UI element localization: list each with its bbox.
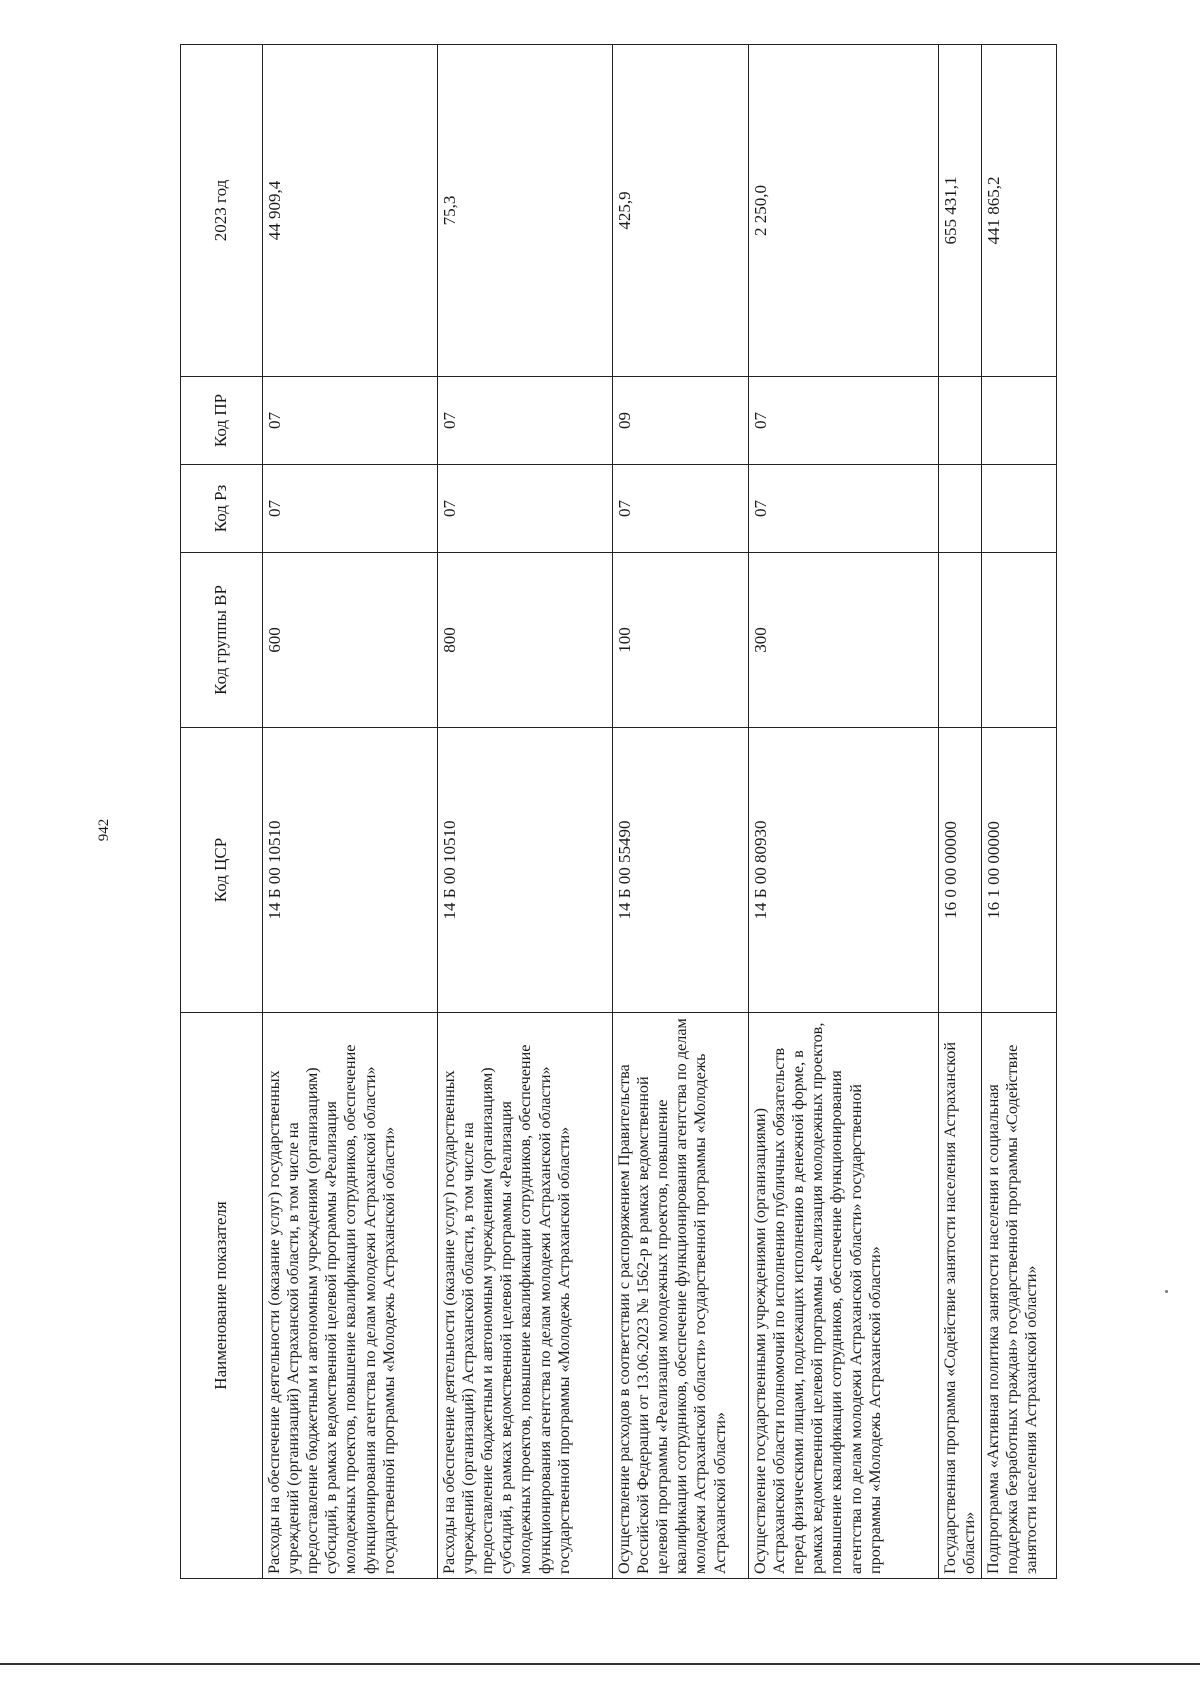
header-amount: 2023 год — [181, 45, 263, 377]
header-pr: Код ПР — [181, 377, 263, 465]
row-rz: 07 — [749, 465, 939, 553]
row-rz — [982, 465, 1057, 553]
table-row — [749, 45, 939, 1579]
row-pr — [939, 377, 982, 465]
table-row — [939, 45, 982, 1579]
row-rz: 07 — [438, 465, 613, 553]
table-row — [438, 45, 613, 1579]
row-csr: 16 1 00 00000 — [982, 728, 1057, 1013]
row-name: Государственная программа «Содействие занятости населения Астраханской области» — [939, 1013, 982, 1579]
row-name: Расходы на обеспечение деятельности (оказание услуг) государственных учреждений (организаций) Астраханской области, в том числе на предоставление бюджетным и автономным учреждениям (организациям) субсидий, в рамках ведомственной целевой программы «Реализация молодежных проектов, повышение квалификации сотрудников, обеспечение функционирования агентства по делам молодежи Астраханской области» государственной программы «Молодежь Астраханской области» — [263, 1013, 438, 1579]
row-amount: 2 250,0 — [749, 45, 939, 377]
row-vr — [982, 553, 1057, 728]
row-vr — [939, 553, 982, 728]
row-csr: 14 Б 00 80930 — [749, 728, 939, 1013]
row-pr: 07 — [263, 377, 438, 465]
row-vr: 300 — [749, 553, 939, 728]
row-rz: 07 — [263, 465, 438, 553]
scan-speck — [1165, 1290, 1168, 1293]
row-csr: 14 Б 00 10510 — [438, 728, 613, 1013]
row-csr: 16 0 00 00000 — [939, 728, 982, 1013]
table-row — [613, 45, 749, 1579]
row-pr — [982, 377, 1057, 465]
row-amount: 655 431,1 — [939, 45, 982, 377]
row-name: Подпрограмма «Активная политика занятости населения и социальная поддержка безработных граждан» государственной программы «Содействие занятости населения Астраханской области» — [982, 1013, 1057, 1579]
row-amount: 44 909,4 — [263, 45, 438, 377]
table-header-row — [181, 45, 263, 1579]
row-vr: 600 — [263, 553, 438, 728]
header-csr: Код ЦСР — [181, 728, 263, 1013]
table-row — [982, 45, 1057, 1579]
row-vr: 800 — [438, 553, 613, 728]
row-amount: 425,9 — [613, 45, 749, 377]
row-csr: 14 Б 00 10510 — [263, 728, 438, 1013]
row-rz — [939, 465, 982, 553]
row-pr: 07 — [749, 377, 939, 465]
row-pr: 07 — [438, 377, 613, 465]
row-amount: 441 865,2 — [982, 45, 1057, 377]
header-rz: Код Рз — [181, 465, 263, 553]
row-name: Осуществление государственными учреждениями (организациями) Астраханской области полномочий по исполнению публичных обязательств перед физическими лицами, подлежащих исполнению в денежной форме, в рамках ведомственной целевой программы «Реализация молодежных проектов, повышение квалификации сотрудников, обеспечение функционирования агентства по делам молодежи Астраханской области» государственной программы «Молодежь Астраханской области» — [749, 1013, 939, 1579]
budget-table-area — [180, 45, 1040, 1579]
header-name: Наименование показателя — [181, 1013, 263, 1579]
row-vr: 100 — [613, 553, 749, 728]
row-name: Осуществление расходов в соответствии с распоряжением Правительства Российской Федерации от 13.06.2023 № 1562-р в рамках ведомственной целевой программы «Реализация молодежных проектов, повышение квалификации сотрудников, обеспечение функционирования агентства по делам молодежи Астраханской области» государственной программы «Молодежь Астраханской области» — [613, 1013, 749, 1579]
row-amount: 75,3 — [438, 45, 613, 377]
scan-edge-line — [0, 1663, 1200, 1665]
row-csr: 14 Б 00 55490 — [613, 728, 749, 1013]
row-rz: 07 — [613, 465, 749, 553]
budget-table — [180, 44, 1057, 1579]
table-row — [263, 45, 438, 1579]
page-number: 942 — [96, 818, 112, 842]
header-vr: Код группы ВР — [181, 553, 263, 728]
row-name: Расходы на обеспечение деятельности (оказание услуг) государственных учреждений (организаций) Астраханской области, в том числе на предоставление бюджетным и автономным учреждениям (организациям) субсидий, в рамках ведомственной целевой программы «Реализация молодежных проектов, повышение квалификации сотрудников, обеспечение функционирования агентства по делам молодежи Астраханской области» государственной программы «Молодежь Астраханской области» — [438, 1013, 613, 1579]
row-pr: 09 — [613, 377, 749, 465]
